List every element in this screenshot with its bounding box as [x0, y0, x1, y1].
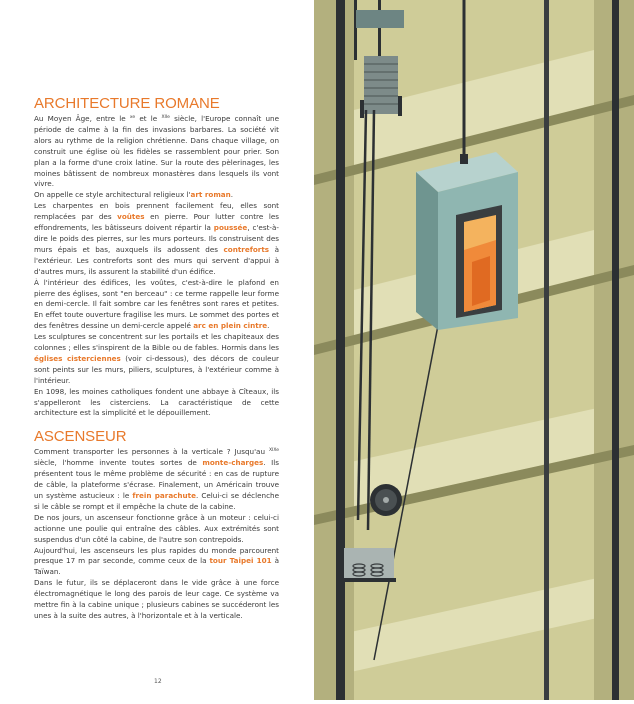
century-superscript: XIXe	[268, 448, 279, 454]
keyword-highlight: tour Taipei 101	[209, 556, 272, 566]
counterweight-block	[364, 56, 398, 114]
keyword-highlight: art roman	[190, 190, 231, 200]
century-superscript: XIIe	[161, 115, 170, 120]
cable	[354, 0, 357, 60]
paragraph: Les charpentes en bois prennent facilement feu, elles sont remplacées par des voûtes en pierre. Pour lutter contre les effondrements, les bâtisseurs doivent répartir la poussée, c'est-à-dire le poids des pierres, sur les murs porteurs. Ils construisent des murs épais et bas, auxquels ils adossent des contreforts à l'extérieur. Les contreforts sont des murs qui servent d'appui à d'autres murs, ils assurent la stabilité d'un édifice.	[34, 201, 280, 276]
page-number: 12	[154, 678, 162, 685]
keyword-highlight: contreforts	[223, 244, 270, 254]
paragraph: De nos jours, un ascenseur fonctionne grâce à un moteur : celui-ci actionne une poulie qui entraîne des câbles. Aux extrémités sont suspendus d'un côté la cabine, de l'autre son contrepoids.	[34, 512, 279, 544]
guide-rail	[544, 0, 549, 700]
counterweight-frame	[356, 10, 404, 28]
paragraph: Comment transporter les personnes à la verticale ? Jusqu'au $^{XIXe}$ siècle, l'homme invente toutes sortes de monte-charges. Ils présentent tous le même problème de sécurité : en cas de rupture de câble, la plateforme s'écrase. Finalement, un Américain trouve un système astucieux : le frein parachute. Celui-ci se déclenche si le câble se rompt et il empêche la chute de la cabine.	[34, 447, 279, 511]
elevator-cabin	[416, 152, 518, 330]
paragraph: Aujourd'hui, les ascenseurs les plus rapides du monde parcourent presque 17 m par seconde, comme ceux de la tour Taipei 101 à Taïwan.	[34, 545, 279, 577]
paragraph: Les sculptures se concentrent sur les portails et les chapiteaux des colonnes ; elles s'inspirent de la Bible ou de fables. Hormis dans les églises cisterciennes (voir ci-dessous), des décors de couleur sont peints sur les murs, piliers, sculptures, à l'extérieur comme à l'intérieur.	[34, 332, 279, 385]
keyword-highlight: poussée	[213, 223, 248, 233]
counterweight-base	[342, 578, 396, 582]
keyword-highlight: frein parachute	[132, 491, 196, 500]
counterweight-bottom	[344, 548, 394, 578]
paragraph: Au Moyen Âge, entre le $^{xe}$ et le $^{XIIe}$ siècle, l'Europe connaît une période de calme à la fin des invasions barbares. La société vit alors au rythme de la religion chrétienne. Dans chaque village, on construit une église où les fidèles se rassemblent pour prier. Son plan a la forme d'une croix latine. Sur la route des pèlerinages, les moines bâtissent de nombreux monastères dans lesquels ils vont vivre.	[34, 114, 280, 189]
guide-rail	[612, 0, 619, 700]
keyword-highlight: voûtes	[117, 212, 145, 222]
cabin-interior-shadow	[472, 256, 490, 306]
elevator-shaft-illustration	[314, 0, 634, 700]
heading-ascenseur: ASCENSEUR	[34, 428, 127, 446]
heading-architecture-romane: ARCHITECTURE ROMANE	[34, 95, 220, 112]
paragraph: En 1098, les moines catholiques fondent une abbaye à Cîteaux, ils s'appelleront les cisterciens. La caractéristique de cette architecture est la simplicité et le dépouillement.	[34, 386, 279, 418]
cabin-side	[416, 172, 438, 330]
text-column	[34, 95, 279, 622]
pulley-axle	[383, 497, 389, 503]
counterweight-rail	[398, 96, 402, 116]
text-page	[0, 0, 314, 700]
guide-rail	[336, 0, 345, 700]
century-superscript: xe	[129, 115, 136, 120]
elevator-illustration-svg	[314, 0, 634, 700]
paragraph: À l'intérieur des édifices, les voûtes, c'est-à-dire le plafond en pierre des églises, sont "en berceau" : ce terme rappelle leur forme en demi-cercle. Il fait sombre car les fenêtres sont rares et petites. En effet toute ouverture fragilise les murs. Le sommet des portes et des fenêtres dessine un demi-cercle appelé arc en plein cintre.	[34, 277, 279, 331]
paragraph: On appelle ce style architectural religieux l'art roman.	[34, 190, 234, 200]
keyword-highlight: églises cisterciennes	[34, 353, 121, 363]
cable	[378, 0, 381, 60]
counterweight-rail	[360, 100, 364, 118]
paragraph: Dans le futur, ils se déplaceront dans le vide grâce à une force électromagnétique le long des parois de leur cage. Ce système va mettre fin à la cabine unique ; plusieurs cabines se succéderont les unes à la suite des autres, à l'horizontale et à la verticale.	[34, 578, 279, 620]
keyword-highlight: monte-charges	[202, 458, 264, 468]
cable-clamp	[460, 154, 468, 164]
keyword-highlight: arc en plein cintre	[193, 321, 268, 331]
